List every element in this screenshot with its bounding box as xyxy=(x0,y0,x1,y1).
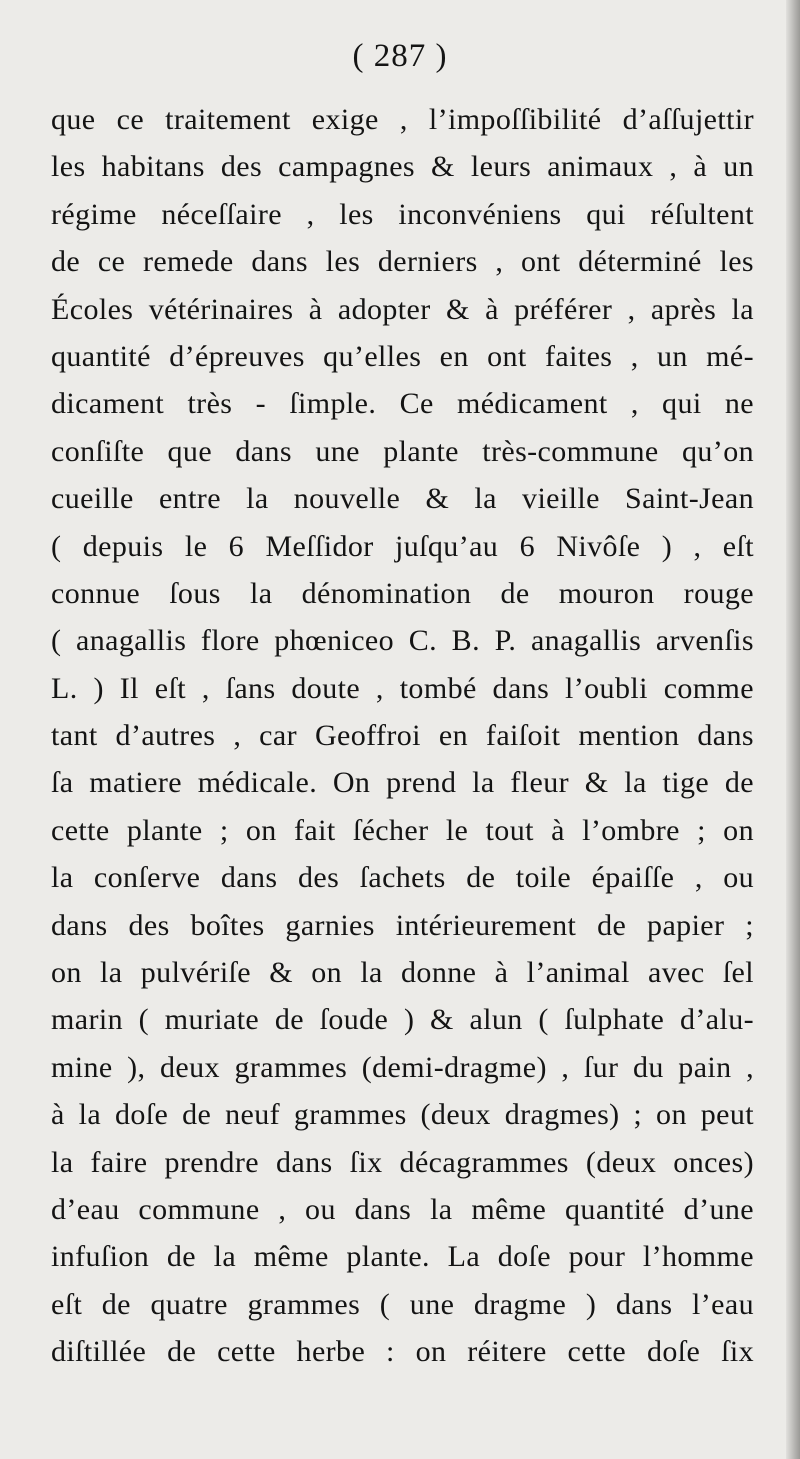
text-line: ( anagallis flore phœniceo C. B. P. anagallis arvenſis xyxy=(51,624,754,658)
text-line: tant d’autres , car Geoffroi en faiſoit mention dans xyxy=(51,719,754,753)
text-line: L. ) Il eſt , ſans doute , tombé dans l’oubli comme xyxy=(51,671,754,705)
text-line: la conſerve dans des ſachets de toile épaiſſe , ou xyxy=(51,861,754,895)
text-line: la faire prendre dans ſix décagrammes (deux onces) xyxy=(51,1145,754,1179)
body-text xyxy=(51,96,754,1376)
text-line: ſa matiere médicale. On prend la fleur & la tige de xyxy=(51,766,754,800)
text-line: infuſion de la même plante. La doſe pour l’homme xyxy=(51,1240,754,1274)
text-line: conſiſte que dans une plante très-commune qu’on xyxy=(51,434,754,468)
text-line: régime néceſſaire , les inconvéniens qui réſultent xyxy=(51,197,754,231)
text-line: les habitans des campagnes & leurs animaux , à un xyxy=(51,150,754,184)
text-line: connue ſous la dénomination de mouron rouge xyxy=(51,576,754,610)
text-line: marin ( muriate de ſoude ) & alun ( ſulphate d’alu- xyxy=(51,1003,754,1037)
text-line: mine ), deux grammes (demi-dragme) , ſur du pain , xyxy=(51,1050,754,1084)
text-line: dans des boîtes garnies intérieurement de papier ; xyxy=(51,908,754,942)
text-line: quantité d’épreuves qu’elles en ont faites , un mé- xyxy=(51,339,754,373)
text-line: Écoles vétérinaires à adopter & à préférer , après la xyxy=(51,292,754,326)
text-line: ( depuis le 6 Meſſidor juſqu’au 6 Nivôſe ) , eſt xyxy=(51,529,754,563)
page-edge-shadow xyxy=(786,0,800,1459)
text-line: on la pulvériſe & on la donne à l’animal avec ſel xyxy=(51,956,754,990)
page-number: ( 287 ) xyxy=(352,38,448,74)
text-line: dicament très - ſimple. Ce médicament , qui ne xyxy=(51,387,754,421)
text-line: d’eau commune , ou dans la même quantité d’une xyxy=(51,1192,754,1226)
text-line: diſtillée de cette herbe : on réitere cette doſe ſix xyxy=(51,1335,754,1369)
text-line: eſt de quatre grammes ( une dragme ) dans l’eau xyxy=(51,1287,754,1321)
text-line: à la doſe de neuf grammes (deux dragmes) ; on peut xyxy=(51,1098,754,1132)
text-line: cueille entre la nouvelle & la vieille Saint-Jean xyxy=(51,482,754,516)
text-line: cette plante ; on fait ſécher le tout à l’ombre ; on xyxy=(51,813,754,847)
text-line: de ce remede dans les derniers , ont déterminé les xyxy=(51,245,754,279)
text-line: que ce traitement exige , l’impoſſibilité d’aſſujettir xyxy=(51,103,754,136)
